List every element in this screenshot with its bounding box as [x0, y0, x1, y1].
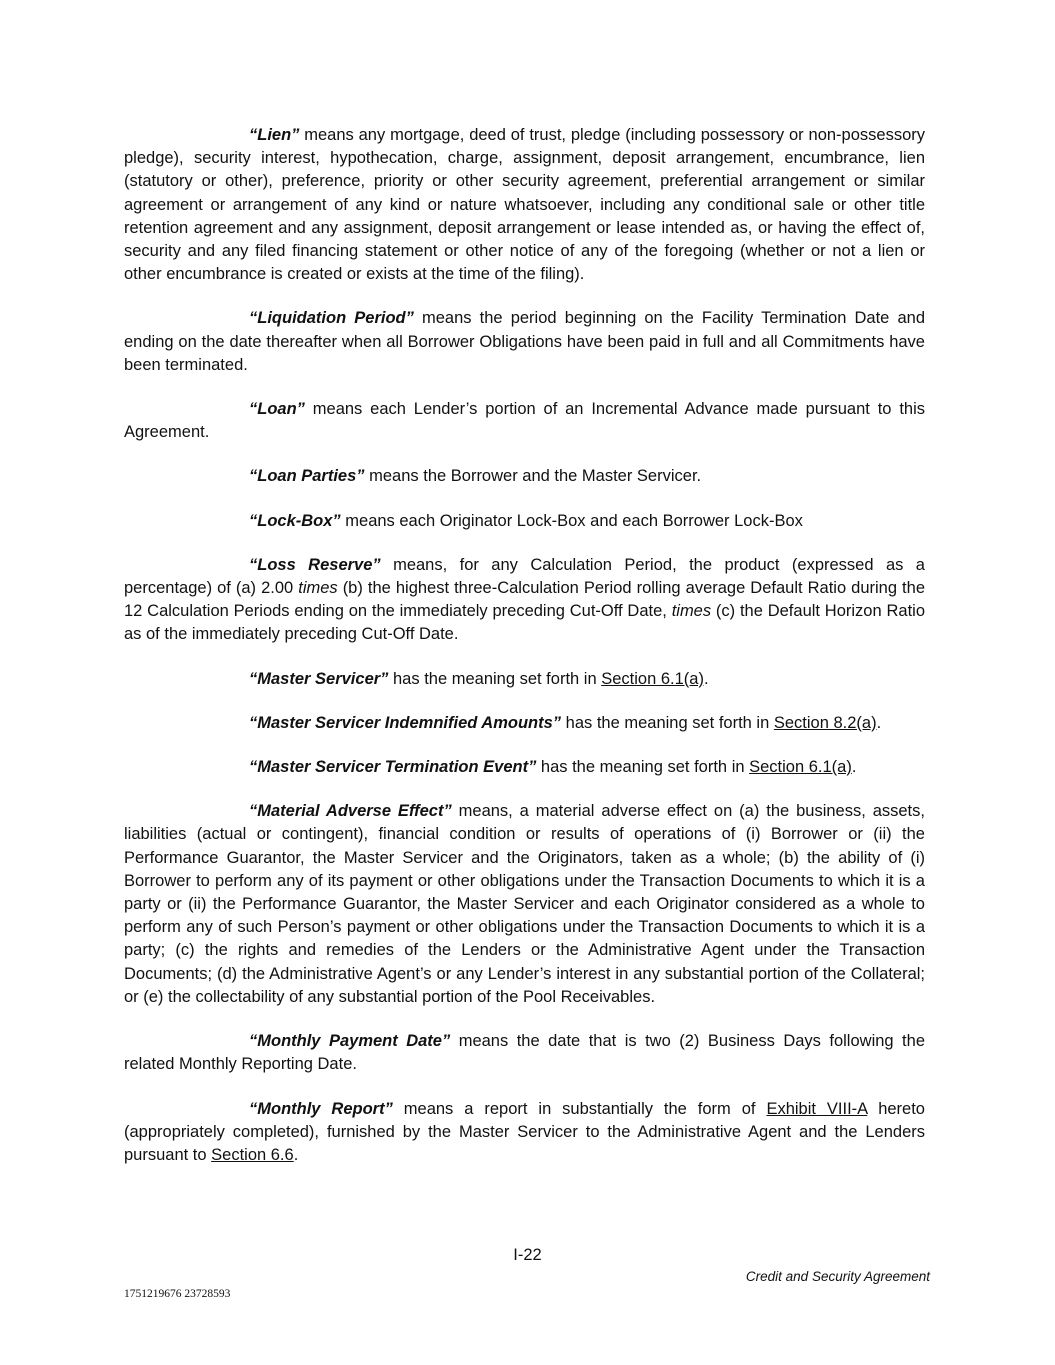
definition-text: . [851, 758, 857, 777]
cross-reference-link[interactable]: Section 6.1(a) [601, 669, 704, 688]
defined-term: “Monthly Payment Date” [249, 1032, 451, 1051]
definition-text: means the period beginning on the Facility Termination Date and ending on the date thereafter when all Borrower Obligations have been paid in full and all Commitments have been terminated. [124, 309, 925, 374]
definition-text: means, for any Calculation Period, the product (expressed as a percentage) of (a) 2.00 [124, 555, 925, 598]
definition-text: has the meaning set forth in [536, 758, 750, 777]
definition-paragraph [124, 668, 925, 691]
emphasis-text: times [671, 602, 712, 621]
emphasis-text: times [298, 579, 338, 598]
definition-paragraph [124, 712, 925, 735]
footer-document-title: Credit and Security Agreement [745, 1269, 930, 1284]
document-id: 1751219676 23728593 [124, 1288, 231, 1300]
definition-text: means the date that is two (2) Business Days following the related Monthly Reporting Date. [124, 1032, 925, 1074]
defined-term: “Loss Reserve” [249, 555, 381, 574]
definition-text: has the meaning set forth in [561, 713, 774, 732]
defined-term: “Lock-Box” [249, 511, 341, 530]
definition-text: has the meaning set forth in [388, 669, 602, 688]
defined-term: “Lien” [249, 126, 300, 144]
definition-paragraph [124, 465, 925, 488]
definition-text: . [876, 713, 882, 732]
definition-text: hereto (appropriately completed), furnished by the Master Servicer to the Administrative Agent and the Lenders pursuant to [124, 1099, 925, 1164]
cross-reference-link[interactable]: Exhibit VIII-A [766, 1099, 868, 1118]
cross-reference-link[interactable]: Section 6.6 [211, 1145, 294, 1164]
definition-text: means each Originator Lock-Box and each Borrower Lock-Box [340, 511, 803, 530]
defined-term: “Loan” [249, 400, 305, 419]
defined-term: “Liquidation Period” [249, 309, 414, 328]
definition-text: . [703, 669, 709, 688]
definition-paragraph [124, 800, 925, 1009]
definition-text: means a report in substantially the form of [392, 1099, 767, 1118]
definition-paragraph [124, 124, 925, 286]
definition-paragraph [124, 510, 925, 533]
definition-paragraph [124, 1098, 925, 1168]
page-number: I-22 [513, 1246, 542, 1264]
defined-term: “Loan Parties” [249, 467, 365, 486]
defined-term: “Master Servicer Termination Event” [249, 758, 537, 777]
definition-paragraph [124, 398, 925, 444]
definitions-section [124, 124, 925, 1188]
definition-text: means the Borrower and the Master Servicer. [364, 467, 702, 486]
definition-paragraph [124, 1030, 925, 1076]
definition-paragraph [124, 554, 925, 647]
defined-term: “Master Servicer” [249, 669, 389, 688]
definition-text: (b) the highest three-Calculation Period rolling average Default Ratio during the 12 Calculation Periods ending on the immediately preceding Cut-Off Date, [124, 579, 925, 621]
definition-text: means, a material adverse effect on (a) the business, assets, liabilities (actual or contingent), financial condition or results of operations of (i) Borrower or (ii) the Performance Guarantor, the Master Servicer and the Originators, taken as a whole; (b) the ability of (i) Borrower to perform any of its payment or other obligations under the Transaction Documents to which it is a party or (ii) the Performance Guarantor, the Master Servicer and each Originator considered as a whole to perform any of such Person’s payment or other obligations under the Transaction Documents to which it is a party; (c) the rights and remedies of the Lenders or the Administrative Agent under the Transaction Documents; (d) the Administrative Agent’s or any Lender’s interest in any substantial portion of the Collateral; or (e) the collectability of any substantial portion of the Pool Receivables. [124, 802, 925, 1006]
definition-paragraph [124, 307, 925, 377]
defined-term: “Material Adverse Effect” [249, 802, 452, 821]
definition-text: means each Lender’s portion of an Incremental Advance made pursuant to this Agreement. [124, 400, 925, 442]
definition-paragraph [124, 756, 925, 779]
definition-text: means any mortgage, deed of trust, pledge (including possessory or non-possessory pledge), security interest, hypothecation, charge, assignment, deposit arrangement, encumbrance, lien (statutory or other), preference, priority or other security agreement, preferential arrangement or similar agreement or arrangement of any kind or nature whatsoever, including any conditional sale or other title retention agreement and any assignment, deposit arrangement or lease intended as, or having the effect of, security and any filed financing statement or other notice of any of the foregoing (whether or not a lien or other encumbrance is created or exists at the time of the filing). [124, 126, 925, 284]
defined-term: “Master Servicer Indemnified Amounts” [249, 713, 562, 732]
definition-text: (c) the Default Horizon Ratio as of the immediately preceding Cut-Off Date. [124, 602, 925, 644]
cross-reference-link[interactable]: Section 8.2(a) [773, 713, 877, 732]
definition-text: . [293, 1145, 299, 1164]
cross-reference-link[interactable]: Section 6.1(a) [749, 758, 852, 777]
defined-term: “Monthly Report” [249, 1099, 393, 1118]
